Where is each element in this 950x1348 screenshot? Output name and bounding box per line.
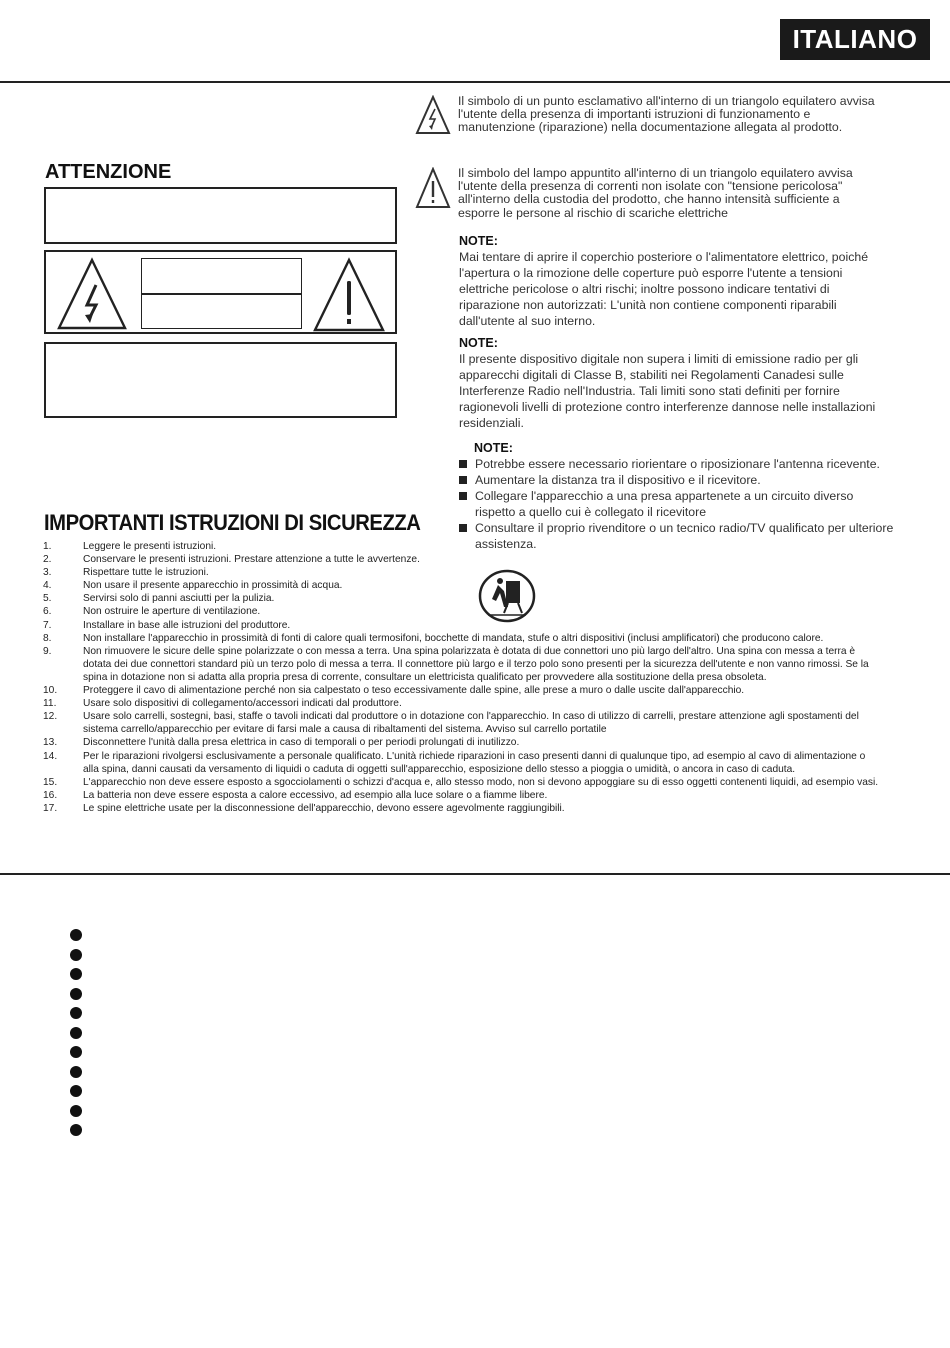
- list-item: 7. Installare in base alle istruzioni del produttore.: [43, 619, 291, 631]
- lightning-warning-icon: [56, 257, 128, 336]
- bullet-dot-icon: [70, 1105, 82, 1117]
- bottom-divider: [0, 873, 950, 875]
- bullet-dot-icon: [70, 1027, 82, 1039]
- list-item: 1. Leggere le presenti istruzioni.: [43, 541, 217, 552]
- square-bullet-icon: [459, 524, 467, 532]
- note-3-list: [459, 456, 914, 552]
- list-item: 11. Usare solo dispositivi di collegamento/accessori indicati dal produttore.: [43, 698, 402, 710]
- list-item: 15. L'apparecchio non deve essere esposto a sgocciolamenti o schizzi d'acqua e, allo stesso modo, non si devono appoggiare su di esso oggetti contenenti liquidi, ad esempio vasi.: [43, 776, 879, 788]
- symbol-description-1: Il simbolo di un punto esclamativo all'interno di un triangolo equilatero avvisa l'utente della presenza di importanti istruzioni di funzionamento e manutenzione (riparazione) nella documentazione allegata al prodotto.: [458, 94, 875, 135]
- safety-instructions-list: [43, 540, 883, 815]
- warning-label-box: [44, 250, 397, 334]
- symbol-description-2: Il simbolo del lampo appuntito all'interno di un triangolo equilatero avvisa l'utente della presenza di correnti non isolate con "tensione pericolosa" all'interno della custodia del prodotto, che hanno intensità sufficiente a esporre le persone al rischio di scariche elettriche: [458, 166, 853, 220]
- top-divider: [0, 81, 950, 83]
- note-1-body: Mai tentare di aprire il coperchio posteriore o l'alimentatore elettrico, poiché l'apertura o la rimozione delle coperture può esporre l'utente a tensioni elettriche pericolose o altri rischi; inoltre possono indicare tentativi di riparazione non autorizzati: L'unità non contiene componenti riparabili dall'utente al suo interno.: [459, 250, 869, 328]
- square-bullet-icon: [459, 460, 467, 468]
- list-item: 9. Non rimuovere le sicure delle spine polarizzate o con messa a terra. Una spina polarizzata è dotata di due connettori uno più largo dell'altro. Una spina con messa a terra è dotata dei due connettori standard più un terzo polo di messa a terra. Il connettore più largo e il terzo polo sono presenti per la sicurezza dell'utente e non vanno rimossi. Se la spina in dotazione non si adatta alla propria presa di corrente, consultare un elettricista qualificato per provvedere alla sostituzione della presa obsoleta.: [43, 645, 869, 683]
- list-item: 3. Rispettare tutte le istruzioni.: [43, 567, 209, 579]
- bullet-dot-icon: [70, 1007, 82, 1019]
- note-2-title: NOTE:: [459, 336, 498, 350]
- list-item: Aumentare la distanza tra il dispositivo e il ricevitore.: [459, 472, 914, 488]
- bullet-dot-icon: [70, 1124, 82, 1136]
- warning-title: ATTENZIONE: [45, 161, 172, 183]
- list-item: 2. Conservare le presenti istruzioni. Prestare attenzione a tutte le avvertenze.: [43, 554, 420, 566]
- list-item: 13. Disconnettere l'unità dalla presa elettrica in caso di temporali o per periodi prolungati di inutilizzo.: [43, 737, 520, 749]
- language-badge: ITALIANO: [780, 19, 930, 60]
- list-item: Collegare l'apparecchio a una presa appartenete a un circuito diverso rispetto a quello cui è collegato il ricevitore: [459, 488, 914, 520]
- warning-text-box-top: [44, 187, 397, 244]
- warning-label-line-2: [141, 293, 302, 329]
- list-item: 5. Servirsi solo di panni asciutti per la pulizia.: [43, 593, 275, 605]
- square-bullet-icon: [459, 492, 467, 500]
- exclamation-warning-icon: [312, 257, 386, 338]
- bullet-dot-icon: [70, 968, 82, 980]
- list-item: 8. Non installare l'apparecchio in prossimità di fonti di calore quali termosifoni, bocchette di mandata, stufe o altri dispositivi (inclusi amplificatori) che producono calore.: [43, 632, 824, 644]
- list-item: Consultare il proprio rivenditore o un tecnico radio/TV qualificato per ulteriore assistenza.: [459, 520, 914, 552]
- list-item: 4. Non usare il presente apparecchio in prossimità di acqua.: [43, 580, 343, 592]
- warning-label-line-1: [141, 258, 302, 295]
- bullet-dot-icon: [70, 1085, 82, 1097]
- list-item: 14. Per le riparazioni rivolgersi esclusivamente a personale qualificato. L'unità richiede riparazioni in caso presenti danni di qualunque tipo, ad esempio al cavo di alimentazione o alla spina, danni causati da versamento di liquidi o caduta di oggetti sull'apparecchio, esposizione dello stesso a pioggia o umidità, o ancora in caso di caduta.: [43, 750, 866, 775]
- bullet-dot-icon: [70, 1066, 82, 1078]
- bullet-dot-list: [70, 929, 82, 1136]
- bullet-dot-icon: [70, 949, 82, 961]
- lightning-triangle-icon: [415, 167, 451, 214]
- bullet-dot-icon: [70, 988, 82, 1000]
- note-2-body: Il presente dispositivo digitale non supera i limiti di emissione radio per gli apparecchi digitali di Classe B, stabiliti nei Regolamenti Canadesi sulle Interferenze Radio nell'Industria. Tali limiti sono stati definiti per fornire ragionevoli livelli di protezione contro interferenze dannose nelle installazioni residenziali.: [459, 352, 876, 430]
- list-item: Potrebbe essere necessario riorientare o riposizionare l'antenna ricevente.: [459, 456, 914, 472]
- list-item: 12. Usare solo carrelli, sostegni, basi, staffe o tavoli indicati dal produttore o in dotazione con l'apparecchio. In caso di utilizzo di carrelli, prestare attenzione agli spostamenti del sistema carrello/apparecchio per evitare di farsi male a causa di ribaltamenti del sistema. Avviso sul carrello portatile: [43, 711, 859, 736]
- list-item: 10. Proteggere il cavo di alimentazione perché non sia calpestato o teso eccessivamente dalle spine, alle prese a muro o dalle uscite dall'apparecchio.: [43, 685, 745, 697]
- note-1-title: NOTE:: [459, 234, 498, 248]
- square-bullet-icon: [459, 476, 467, 484]
- exclamation-triangle-icon: [415, 95, 451, 140]
- bullet-dot-icon: [70, 929, 82, 941]
- list-item: 17. Le spine elettriche usate per la disconnessione dell'apparecchio, devono essere agevolmente raggiungibili.: [43, 802, 565, 814]
- safety-title: IMPORTANTI ISTRUZIONI DI SICUREZZA: [44, 510, 421, 535]
- warning-text-box-bottom: [44, 342, 397, 418]
- list-item: 6. Non ostruire le aperture di ventilazione.: [43, 606, 261, 618]
- bullet-dot-icon: [70, 1046, 82, 1058]
- list-item: 16. La batteria non deve essere esposta a calore eccessivo, ad esempio alla luce solare o a fiamme libere.: [43, 789, 548, 801]
- note-3-title: NOTE:: [474, 441, 513, 455]
